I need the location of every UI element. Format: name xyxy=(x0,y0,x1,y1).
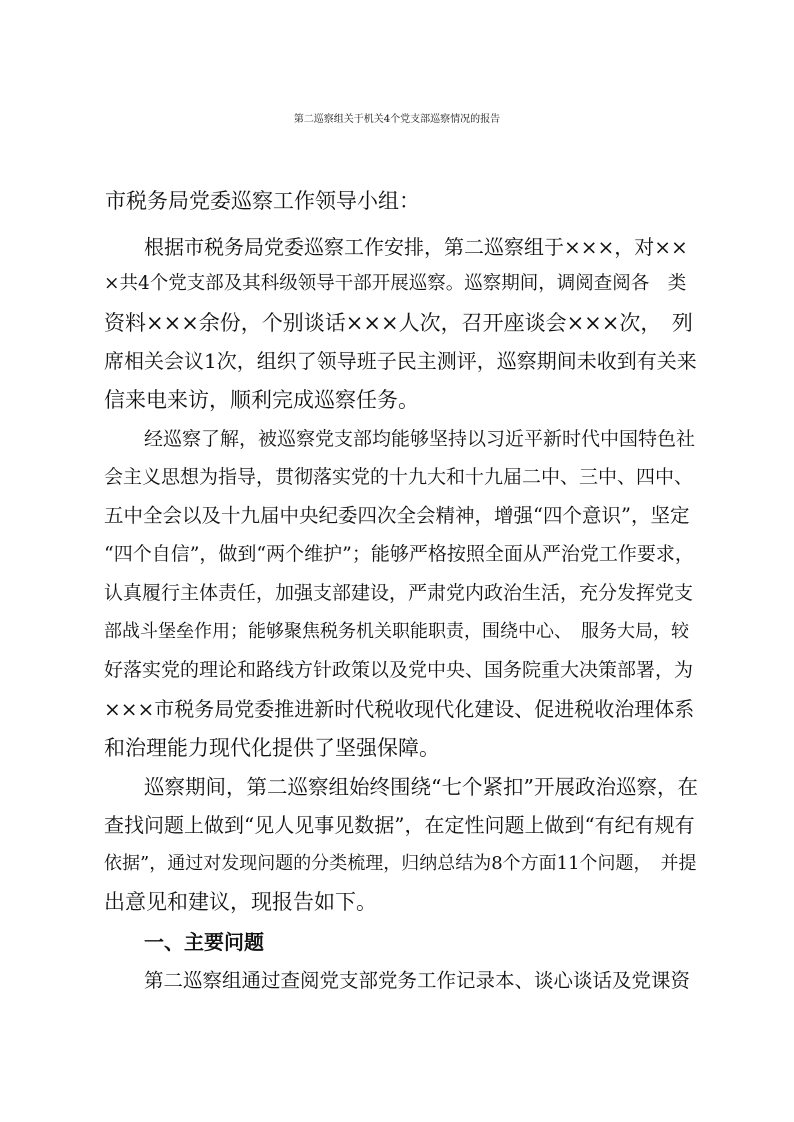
paragraph-line: 查找问题上做到“见人见事见数据”，在定性问题上做到“有纪有规有 xyxy=(104,813,695,837)
paragraph-line: 信来电来访，顺利完成巡察任务。 xyxy=(104,388,419,412)
paragraph-line: ×共4个党支部及其科级领导干部开展巡察。巡察期间，调阅查阅各 类 xyxy=(104,273,687,294)
document-title: 第二巡察组关于机关4个党支部巡察情况的报告 xyxy=(293,114,501,125)
paragraph-line: 好落实党的理论和路线方针政策以及党中央、国务院重大决策部署，为 xyxy=(104,659,694,681)
paragraph-line: 和治理能力现代化提供了坚强保障。 xyxy=(104,736,440,760)
paragraph-line: 席相关会议1次，组织了领导班子民主测评，巡察期间未收到有关来 xyxy=(104,349,697,373)
paragraph-line: 依据”，通过对发现问题的分类梳理，归纳总结为8个方面11个问题， 并提 xyxy=(104,853,697,874)
paragraph-line: 资料×××余份，个别谈话×××人次，召开座谈会×××次， 列 xyxy=(104,311,693,335)
salutation: 市税务局党委巡察工作领导小组： xyxy=(105,189,420,213)
paragraph-line: 根据市税务局党委巡察工作安排，第二巡察组于×××，对×× xyxy=(144,235,688,259)
paragraph-line: 五中全会以及十九届中央纪委四次全会精神，增强“四个意识”，坚定 xyxy=(104,504,690,527)
paragraph-line: 出意见和建议，现报告如下。 xyxy=(104,890,377,914)
paragraph-line: 巡察期间，第二巡察组始终围绕“七个紧扣”开展政治巡察，在 xyxy=(144,775,698,799)
paragraph-line: 会主义思想为指导，贯彻落实党的十九大和十九届二中、三中、四中、 xyxy=(104,466,694,488)
paragraph-line: 经巡察了解，被巡察党支部均能够坚持以习近平新时代中国特色社 xyxy=(144,428,696,450)
section-heading: 一、主要问题 xyxy=(144,930,264,954)
paragraph-line: 认真履行主体责任，加强支部建设，严肃党内政治生活，充分发挥党支 xyxy=(104,582,694,604)
paragraph-line: “四个自信”，做到“两个维护”；能够严格按照全面从严治党工作要求， xyxy=(104,543,694,565)
paragraph-line: ×××市税务局党委推进新时代税收现代化建设、促进税收治理体系 xyxy=(104,697,695,721)
paragraph-line: 第二巡察组通过查阅党支部党务工作记录本、谈心谈话及党课资 xyxy=(144,969,691,992)
paragraph-line: 部战斗堡垒作用；能够聚焦税务机关职能职责，围绕中心、 服务大局，较 xyxy=(104,621,689,642)
